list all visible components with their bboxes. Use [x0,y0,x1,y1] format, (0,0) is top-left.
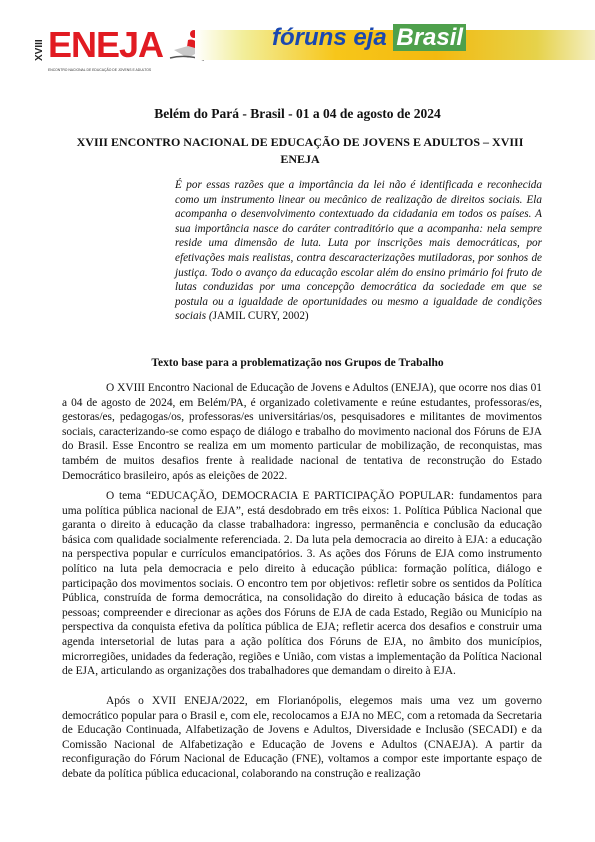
eneja-logo-subtitle: ENCONTRO NACIONAL DE EDUCAÇÃO DE JOVENS E ADULTOS [48,68,152,72]
eneja-logo: ENEJA [48,24,164,65]
header-banner [20,22,580,78]
quote-citation: JAMIL CURY, 2002) [212,310,309,323]
forums-eja-brasil-logo [272,24,466,52]
epigraph-quote [175,178,542,324]
forums-text: fóruns eja [272,24,387,51]
paragraph: Após o XVII ENEJA/2022, em Florianópolis, elegemos mais uma vez um governo democrático popular para o Brasil e, com ele, recolocamos a EJA no MEC, com a retomada da Secretaria de Educação Continuada, Alfabetização de Jovens e Adultos, Diversidade e Inclusão (SECADI) e da Comissão Nacional de Alfabetização e Educação de Jovens e Adultos (CNAEJA). A partir da reconfiguração do Fórum Nacional de Educação (FNE), voltamos a compor este importante espaço de debate da política pública educacional, colaborando na construção e realização [62,695,542,780]
quote-text: É por essas razões que a importância da lei não é identificada e reconhecida como um instrumento linear ou mecânico de realização de direitos sociais. Ela acompanha o desenvolvimento contextuado da cidadania em todos os países. A sua importância nasce do caráter contraditório que a acompanha: nela sempre reside uma dimensão de luta. Luta por inscrições mais democráticas, por efetivações mais realistas, contra descaracterizações mutiladoras, por sonhos de justiça. Todo o avanço da educação escolar além do ensino primário foi fruto de lutas conduzidas por uma concepção democrática da sociedade em que se postula ou a igualdade de oportunidades ou mesmo a igualdade de condições sociais ( [175,179,542,323]
event-subheading: XVIII ENCONTRO NACIONAL DE EDUCAÇÃO DE JOVENS E ADULTOS – XVIII ENEJA [76,135,524,166]
forums-brasil-text: Brasil [393,24,466,51]
event-heading: Belém do Pará - Brasil - 01 a 04 de agosto de 2024 [154,106,441,121]
edition-label: XVIII [34,39,45,61]
paragraph: O XVIII Encontro Nacional de Educação de Jovens e Adultos (ENEJA), que ocorre nos dias 01 a 04 de agosto de 2024, em Belém/PA, é organizado coletivamente e reúne estudantes, professoras/es, gestoras/es, pedagogas/os, professoras/es universitárias/os, pesquisadores e militantes de movimentos sociais, caracterizando-se como espaço de diálogo e trabalho do movimento nacional dos Fóruns de EJA do Brasil. Esse Encontro se realiza em um momento particular de mobilização, de reconquistas, mas também de muitos desafios frente à realidade nacional de tentativa de reconstrução do Estado Democrático brasileiro, após as eleições de 2022. [62,382,542,482]
paragraph: O tema “EDUCAÇÃO, DEMOCRACIA E PARTICIPAÇÃO POPULAR: fundamentos para uma política pública nacional de EJA”, está desdobrado em três eixos: 1. Política Pública Nacional que garanta o direito à educação da classe trabalhadora: ingresso, permanência e conclusão da educação básica com qualidade socialmente referenciada. 2. Da luta pela democracia ao direito à EJA: a educação na perspectiva popular e currículos emancipatórios. 3. As ações dos Fóruns de EJA como instrumento político na luta pela democracia e pelo direito à educação pública: formação política, diálogo e participação dos movimentos sociais. O encontro tem por objetivos: refletir sobre os sentidos da Política Pública, construída de forma democrática, na consolidação do direito à educação básica de todas as pessoas; compreender e direcionar as ações dos Fóruns de EJA de cada Estado, Região ou Município na perspectiva da conquista efetiva da política pública de EJA; refletir acerca dos desafios e construir uma agenda intersetorial de lutas para a ação política dos Fóruns de EJA, no âmbito dos municípios, microrregiões, unidades da federação, regiões e União, com vistas a implementação da Política Nacional de EJA, articulando as organizações dos trabalhadores que demandam o direito à EJA. [62,490,542,678]
section-title: Texto base para a problematização nos Grupos de Trabalho [151,357,444,369]
